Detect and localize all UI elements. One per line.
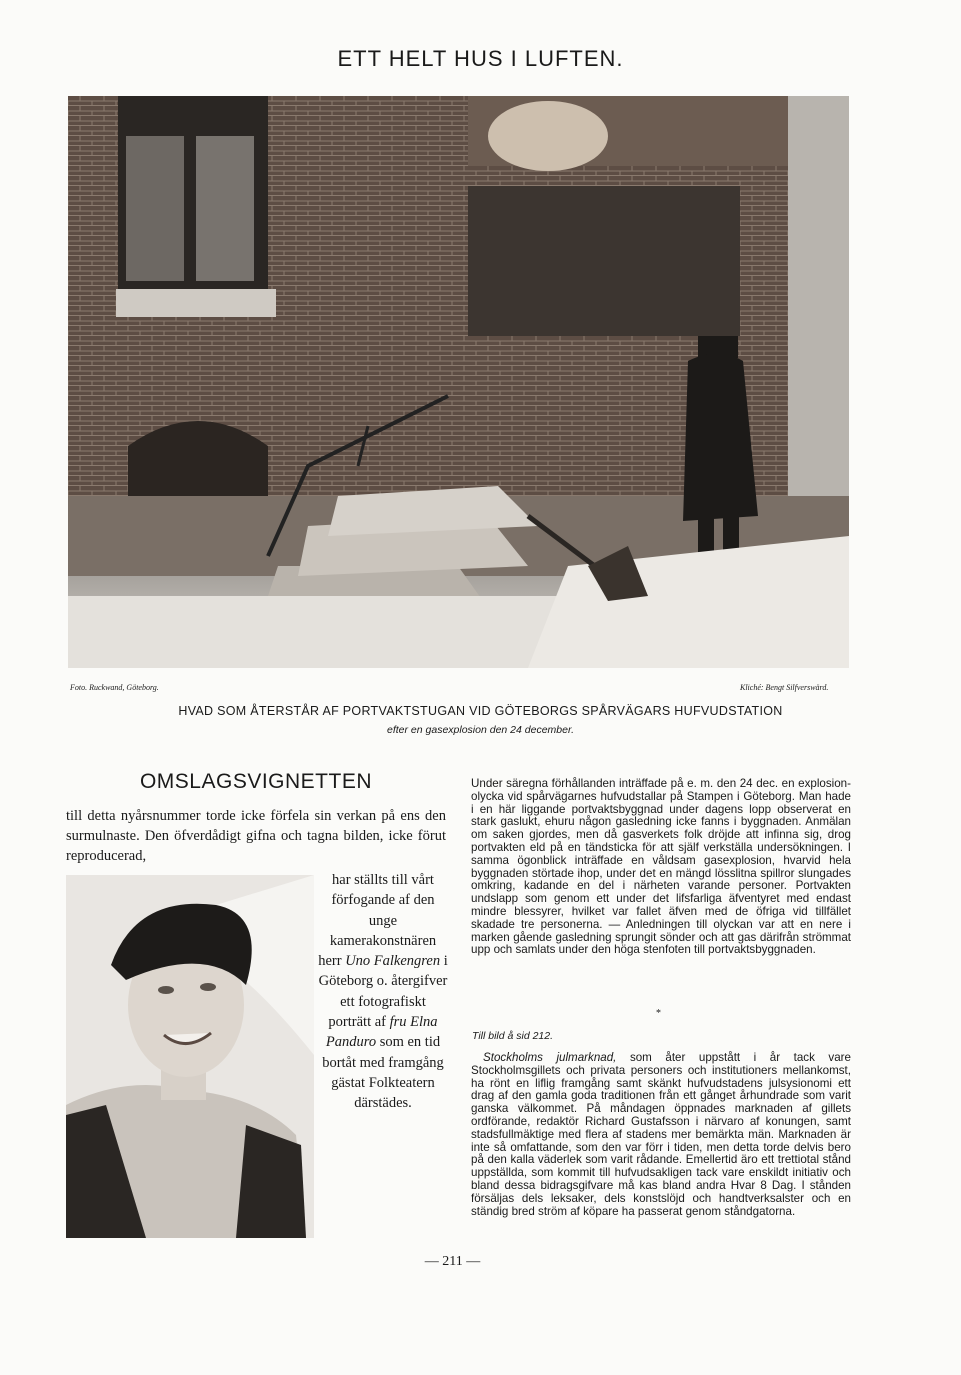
photographer-name: Uno Falkengren bbox=[345, 953, 441, 970]
portrait-text-part2: i Göteborg o. återgifver ett fotografiskt porträtt af bbox=[318, 953, 448, 1031]
explosion-photo bbox=[68, 96, 849, 668]
portrait-illustration bbox=[66, 875, 314, 1238]
subject-name: fru Elna Panduro bbox=[325, 1014, 438, 1051]
section-heading: OMSLAGSVIGNETTEN bbox=[139, 770, 373, 793]
picture-reference: Till bild å sid 212. bbox=[472, 1030, 554, 1042]
portrait-text bbox=[318, 870, 448, 1114]
portrait-text-part3: som en tid bortåt med framgång gästat Folkteatern därstädes. bbox=[322, 1034, 444, 1112]
portrait-photo bbox=[66, 875, 314, 1238]
portrait-text-part1: har ställts till vårt förfogande af den unge kamerakonstnären herr bbox=[318, 872, 437, 970]
photo-credit-right: Kliché: Bengt Silfverswärd. bbox=[740, 683, 829, 692]
julmarknad-title: Stockholms julmarknad, bbox=[483, 1051, 617, 1064]
photo-credit-left: Foto. Ruckwand, Göteborg. bbox=[70, 683, 159, 692]
photo-caption-sub: efter en gasexplosion den 24 december. bbox=[387, 724, 574, 736]
photo-caption: HVAD SOM ÅTERSTÅR AF PORTVAKTSTUGAN VID GÖTEBORGS SPÅRVÄGARS HUFVUDSTATION bbox=[178, 704, 783, 718]
intro-paragraph: till detta nyårsnummer torde icke förfela sin verkan på ens den surmulnaste. Den öfverdådigt gifna och tagna bilden, icke förut reproducerad, bbox=[66, 808, 446, 864]
julmarknad-body: som åter uppstått i år tack vare Stockholmsgillets och privata personers och institutioners mellankomst, ha rönt en liflig framgång samt skänkt hufvudstadens julsysionomi ett drag af den gamla goda traditionen från ett gånget århundrade som varit ganska välkommet. På måndagen öppnades marknaden af gillets ordförande, redaktör Richard Gustafsson i närvaro af konungen, samt stadsfullmäktige med flera af stadens mer bemärkta män. Marknaden är inte så omfattande, som den var förr i tiden, men detta torde delvis bero på den kalla väderlek som varit rådande. Emellertid äro ett trettiotal stånd uppställda, som kommit till hufvudsakligen tack vare enskildt initiativ och bland dessa bidragsgifvare må kas bland andra Hvar 8 Dag. I stånden försäljas dels leksaker, dels konstslöjd och handtverksalster och en ständig bred ström af köpare ha passerat genom ståndgatorna. bbox=[471, 1051, 851, 1218]
julmarknad-article bbox=[471, 1052, 851, 1218]
explosion-photo-illustration bbox=[68, 96, 849, 668]
page-title: ETT HELT HUS I LUFTEN. bbox=[337, 46, 624, 71]
explosion-article: Under säregna förhållanden inträffade på e. m. den 24 dec. en explosion-olycka vid spårvägarnes hufvudstallar på Stampen i Göteborg. Man hade i en här liggande portvaktsbyggnad under dagens lopp observerat en stark gaslukt, ehuru någon gasledning icke fanns i byggnaden. Anmälan om saken gjordes, men då gasverkets folk dröjde att infinna sig, drog portvakten eld på en tändsticka för att själf verkställa undersökningen. I samma ögonblick inträffade en våldsam gasexplosion, hvarvid hela byggnaden störtade ihop, under det en mängd lösslitna spillror slungades omkring, kadande en del i närheten varande personer. Portvakten undslapp som genom ett under det lifsfarliga äfventyret med endast mindre blessyrer, hvilket var fallet äfven med de öfriga vid tillfället skadade tre personerna. — Anledningen till olyckan var att en nere i marken gående gasledning sprungit sönder och att gas därifrån strömmat upp och samlats under den höga stenfoten till portvaktsbyggnaden. bbox=[471, 777, 851, 957]
page-number: — 211 — bbox=[424, 1254, 481, 1269]
section-separator: * bbox=[656, 1008, 661, 1019]
